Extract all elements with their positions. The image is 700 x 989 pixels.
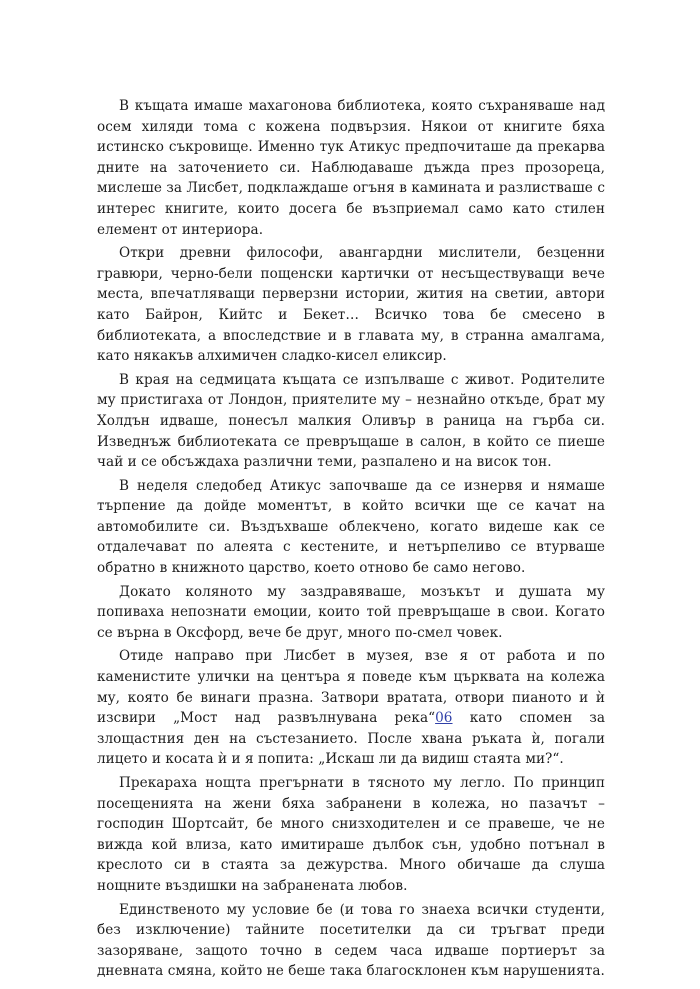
paragraph-6-text-before: Отиде направо при Лисбет в музея, взе я от работа и по каменистите улички на центъра я поведе към църквата на колежа му, която бе винаги празна. Затвори вратата, отвори пианото и ѝ изсвири „Мост над развълнувана река“: [97, 648, 605, 727]
paragraph-7: Прекараха нощта прегърнати в тясното му легло. По принцип посещенията на жени бяха забранени в колежа, но пазачът – господин Шортсайт, бе много снизходителен и се правеше, че не вижда кой влиза, като имитираше дълбок сън, удобно потънал в креслото си в стаята за дежурства. Много обичаше да слуша нощните въздишки на забранената любов.: [97, 775, 605, 894]
paragraph-6: [97, 646, 605, 770]
paragraph-1: В къщата имаше махагонова библиотека, която съхраняваше над осем хиляди тома с кожена подвързия. Някои от книгите бяха истинско съкровище. Именно тук Атикус предпочиташе да прекарва дните на заточението си. Наблюдаваше дъжда през прозореца, мислеше за Лисбет, подклаждаше огъня в камината и разлистваше с интерес книгите, които досега бе възприемал само като стилен елемент от интериора.: [97, 98, 605, 238]
paragraph-3: В края на седмицата къщата се изпълваше с живот. Родителите му пристигаха от Лондон, приятелите му – незнайно откъде, брат му Холдън идваше, понесъл малкия Оливър в раница на гърба си. Изведнъж библиотеката се превръщаше в салон, в който се пиеше чай и се обсъждаха различни теми, разпалено и на висок тон.: [97, 371, 605, 471]
document-body: [97, 96, 605, 985]
footnote-link[interactable]: 06: [435, 710, 453, 727]
paragraph-6-text-after: като спомен за злощастния ден на състезанието. После хвана ръката ѝ, погали лицето и косата ѝ и я попита: „Искаш ли да видиш стаята ми?“.: [97, 710, 605, 768]
paragraph-5: Докато коляното му заздравяваше, мозъкът и душата му попиваха непознати емоции, които той превръщаше в свои. Когато се върна в Оксфорд, вече бе друг, много по-смел човек.: [97, 583, 605, 641]
paragraph-2: Откри древни философи, авангардни мислители, безценни гравюри, черно-бели пощенски картички от несъществуващи вече места, впечатляващи перверзни истории, жития на светии, автори като Байрон, Кийтс и Бекет… Всичко това бе смесено в библиотеката, а впоследствие и в главата му, в странна амалгама, като някакъв алхимичен сладко-кисел еликсир.: [97, 245, 605, 365]
paragraph-8: Единственото му условие бе (и това го знаеха всички студенти, без изключение) тайните посетителки да си тръгват преди зазоряване, защото точно в седем часа идваше портиерът за дневната смяна, който не беше така благосклонен към нарушенията.: [97, 901, 605, 980]
paragraph-4: В неделя следобед Атикус започваше да се изнервя и нямаше търпение да дойде моментът, в който всички ще се качат на автомобилите си. Въздъхваше облекчено, когато видеше как се отдалечават по алеята с кестените, и нетърпеливо се втурваше обратно в книжното царство, което отново бе само негово.: [97, 477, 605, 577]
